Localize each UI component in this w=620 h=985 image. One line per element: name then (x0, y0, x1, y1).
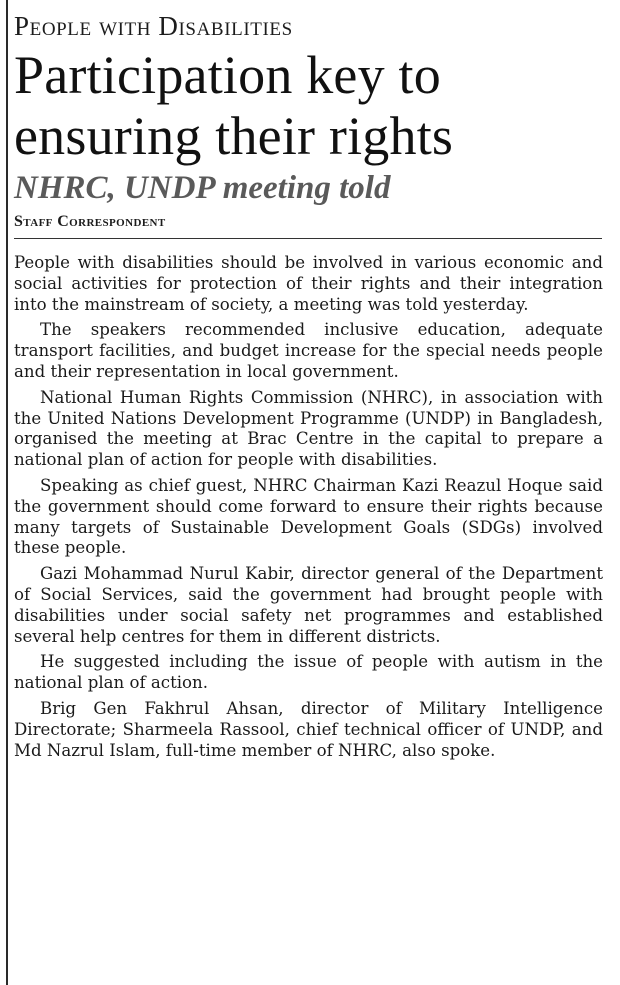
article-paragraph: He suggested including the issue of people with autism in the national plan of action. (14, 652, 603, 693)
article-subhead: NHRC, UNDP meeting told (14, 170, 391, 206)
article-paragraph: The speakers recommended inclusive education, adequate transport facilities, and budget increase for the special needs people and their representation in local government. (14, 320, 603, 381)
article-kicker: People with Disabilities (14, 11, 293, 41)
article-byline: Staff Correspondent (14, 213, 166, 230)
column-divider-line (6, 0, 8, 985)
byline-divider (14, 238, 602, 239)
article-paragraph: People with disabilities should be involved in various economic and social activities for protection of their rights and their integration into the mainstream of society, a meeting was told yesterday. (14, 253, 603, 314)
article-paragraph: Brig Gen Fakhrul Ahsan, director of Military Intelligence Directorate; Sharmeela Rassool, chief technical officer of UNDP, and Md Nazrul Islam, full-time member of NHRC, also spoke. (14, 698, 603, 760)
article-paragraph: Gazi Mohammad Nurul Kabir, director general of the Department of Social Services, said the government had brought people with disabilities under social safety net programmes and established several help centres for them in different districts. (14, 564, 603, 646)
article (14, 0, 607, 766)
article-paragraph: National Human Rights Commission (NHRC), in association with the United Nations Development Programme (UNDP) in Bangladesh, organised the meeting at Brac Centre in the capital to prepare a national plan of action for people with disabilities. (14, 387, 603, 470)
article-body (14, 253, 603, 761)
article-paragraph: Speaking as chief guest, NHRC Chairman Kazi Reazul Hoque said the government should come forward to ensure their rights because many targets of Sustainable Development Goals (SDGs) involved these people. (14, 475, 603, 558)
article-headline: Participation key to ensuring their rights (14, 45, 454, 166)
